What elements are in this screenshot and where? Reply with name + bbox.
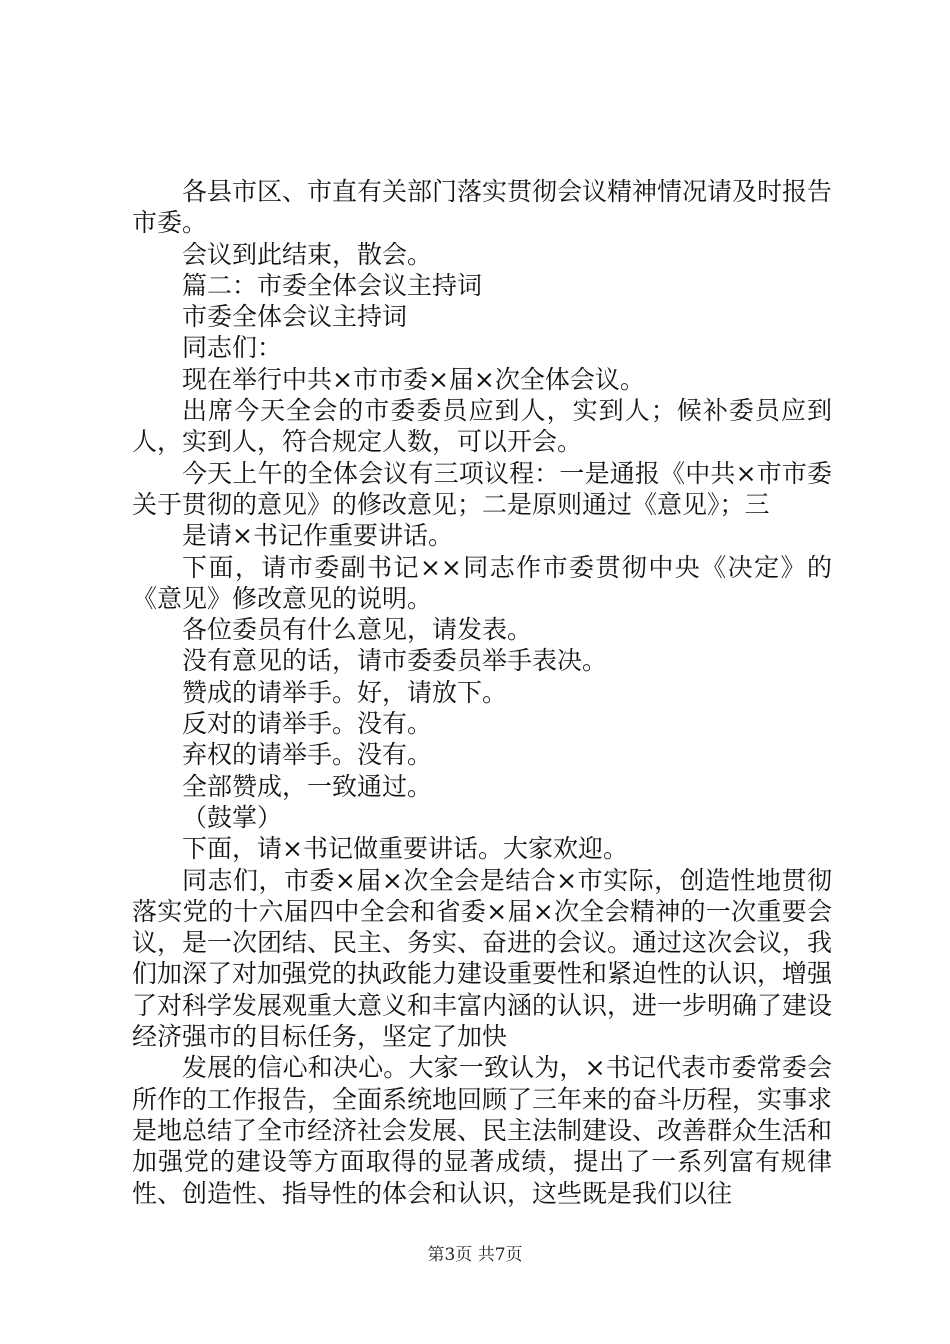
paragraph: 现在举行中共×市市委×届×次全体会议。	[182, 364, 645, 394]
paragraph: 今天上午的全体会议有三项议程：一是通报《中共×市市委关于贯彻的意见》的修改意见；二是原则通过《意见》；三	[132, 458, 832, 519]
paragraph: 弃权的请举手。没有。	[182, 740, 433, 770]
paragraph: 是请×书记作重要讲话。	[182, 521, 453, 551]
paragraph: 发展的信心和决心。大家一致认为，×书记代表市委常委会所作的工作报告，全面系统地回顾了三年来的奋斗历程，实事求是地总结了全市经济社会发展、民主法制建设、改善群众生活和加强党的建设等方面取得的显著成绩，提出了一系列富有规律性、创造性、指导性的体会和认识，这些既是我们以往	[132, 1053, 833, 1208]
document-body	[132, 176, 832, 1209]
paragraph: 各县市区、市直有关部门落实贯彻会议精神情况请及时报告市委。	[132, 177, 833, 238]
paragraph: 同志们，市委×届×次全会是结合×市实际，创造性地贯彻落实党的十六届四中全会和省委×届×次全会精神的一次重要会议，是一次团结、民主、务实、奋进的会议。通过这次会议，我们加深了对加强党的执政能力建设重要性和紧迫性的认识，增强了对科学发展观重大意义和丰富内涵的认识，进一步明确了建设经济强市的目标任务，坚定了加快	[132, 865, 833, 1052]
paragraph: （鼓掌）	[182, 802, 283, 832]
section-heading: 篇二：市委全体会议主持词	[182, 270, 483, 300]
paragraph: 会议到此结束，散会。	[182, 239, 433, 269]
paragraph: 同志们：	[182, 333, 283, 363]
paragraph: 赞成的请举手。好，请放下。	[182, 677, 508, 707]
page-number-label: 第3页 共7页	[427, 1245, 523, 1265]
paragraph: 各位委员有什么意见，请发表。	[182, 615, 533, 645]
paragraph: 下面，请市委副书记××同志作市委贯彻中央《决定》的《意见》修改意见的说明。	[132, 552, 832, 613]
paragraph: 下面，请×书记做重要讲话。大家欢迎。	[182, 834, 628, 864]
paragraph: 全部赞成，一致通过。	[182, 771, 433, 801]
paragraph: 出席今天全会的市委委员应到人，实到人；候补委员应到人，实到人，符合规定人数，可以开会。	[132, 396, 832, 457]
section-title: 市委全体会议主持词	[182, 302, 408, 332]
page-footer	[0, 1243, 950, 1267]
paragraph: 没有意见的话，请市委委员举手表决。	[182, 646, 608, 676]
paragraph: 反对的请举手。没有。	[182, 709, 433, 739]
